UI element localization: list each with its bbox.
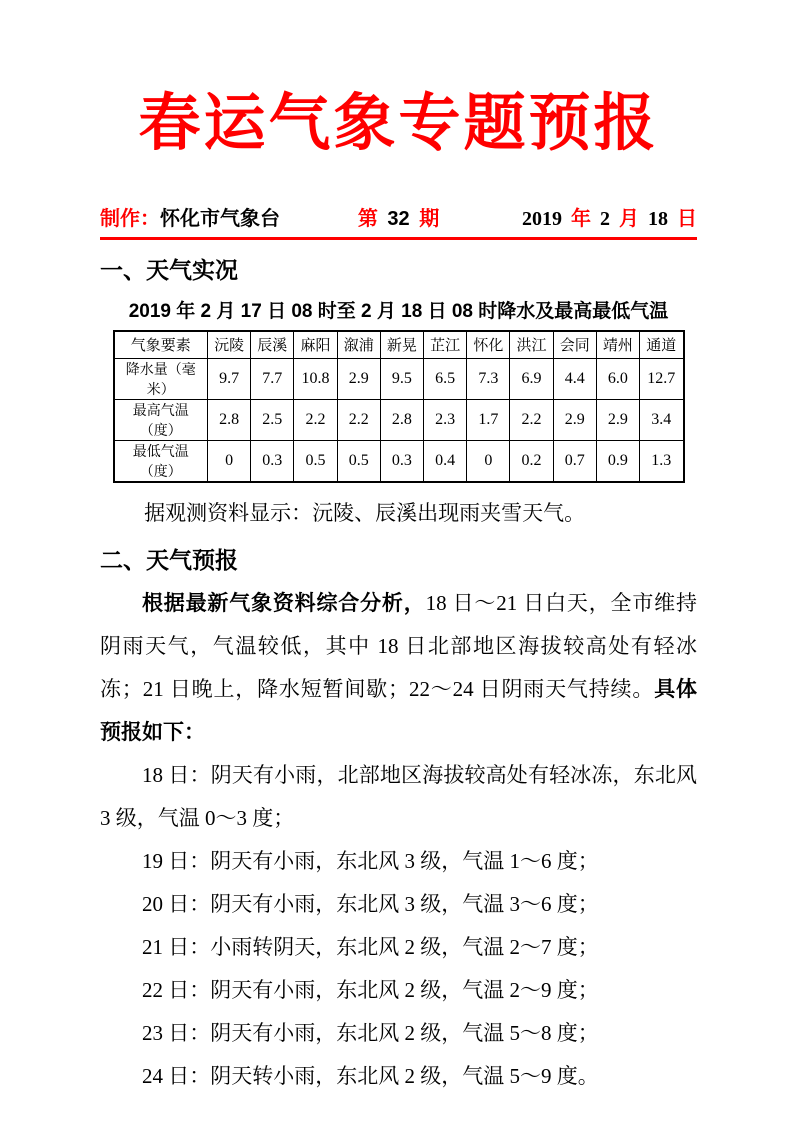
cell-value: 6.5 (424, 359, 467, 400)
cell-value: 0.3 (380, 441, 423, 483)
cell-value: 3.4 (640, 400, 684, 441)
row-label: 降水量（毫米） (114, 359, 208, 400)
observation-note: 据观测资料显示：沅陵、辰溪出现雨夹雪天气。 (144, 501, 586, 525)
column-header-element: 气象要素 (114, 331, 208, 359)
cell-value: 2.2 (337, 400, 380, 441)
red-divider-rule (100, 237, 697, 240)
date-year-label: 年 (571, 207, 591, 230)
document-title: 春运气象专题预报 (138, 90, 659, 158)
cell-value: 4.4 (553, 359, 596, 400)
cell-value: 0.7 (553, 441, 596, 483)
column-header-station: 靖州 (596, 331, 639, 359)
cell-value: 2.2 (294, 400, 337, 441)
table-row (114, 400, 684, 441)
forecast-summary-paragraph (100, 582, 697, 754)
cell-value: 0.5 (337, 441, 380, 483)
cell-value: 7.3 (467, 359, 510, 400)
forecast-line: 24 日：阴天转小雨，东北风 2 级，气温 5～9 度。 (142, 1063, 599, 1088)
producer-label: 制作： (100, 207, 160, 230)
table-row (114, 359, 684, 400)
column-header-station: 新晃 (380, 331, 423, 359)
forecast-line: 19 日：阴天有小雨，东北风 3 级，气温 1～6 度； (142, 848, 599, 873)
cell-value: 10.8 (294, 359, 337, 400)
observation-table-body (114, 359, 684, 483)
forecast-line: 22 日：阴天有小雨，东北风 2 级，气温 2～9 度； (142, 977, 599, 1002)
cell-value: 1.7 (467, 400, 510, 441)
column-header-station: 芷江 (424, 331, 467, 359)
date-day: 18 (648, 207, 668, 230)
cell-value: 9.5 (380, 359, 423, 400)
table-header-row (114, 331, 684, 359)
cell-value: 6.9 (510, 359, 553, 400)
cell-value: 0.3 (251, 441, 294, 483)
column-header-station: 溆浦 (337, 331, 380, 359)
issue-date-line (439, 202, 697, 231)
producer-name: 怀化市气象台 (160, 207, 280, 230)
cell-value: 12.7 (640, 359, 684, 400)
date-month: 2 (600, 207, 610, 230)
row-label: 最高气温（度） (114, 400, 208, 441)
cell-value: 0.9 (596, 441, 639, 483)
row-label: 最低气温（度） (114, 441, 208, 483)
cell-value: 2.5 (251, 400, 294, 441)
issue-suffix: 期 (419, 207, 440, 230)
table-row (114, 441, 684, 483)
column-header-station: 麻阳 (294, 331, 337, 359)
column-header-station: 沅陵 (208, 331, 251, 359)
cell-value: 7.7 (251, 359, 294, 400)
cell-value: 2.3 (424, 400, 467, 441)
cell-value: 2.8 (380, 400, 423, 441)
forecast-body: 18 日～21 日白天，全市维持阴雨天气，气温较低，其中 18 日北部地区海拔较高处有轻冰冻；21 日晚上，降水短暂间歇；22～24 日阴雨天气持续。 (100, 590, 697, 701)
producer-line (100, 202, 358, 231)
cell-value: 1.3 (640, 441, 684, 483)
document-meta-row (100, 202, 697, 231)
date-year: 2019 (522, 207, 562, 230)
section-heading-forecast: 二、天气预报 (100, 546, 238, 573)
column-header-station: 通道 (640, 331, 684, 359)
cell-value: 2.9 (337, 359, 380, 400)
forecast-line: 18 日：阴天有小雨，北部地区海拔较高处有轻冰冻，东北风 3 级，气温 0～3 度； (100, 762, 697, 830)
cell-value: 2.9 (596, 400, 639, 441)
issue-prefix: 第 (357, 207, 378, 230)
observation-table-head (114, 331, 684, 359)
column-header-station: 怀化 (467, 331, 510, 359)
forecast-line: 23 日：阴天有小雨，东北风 2 级，气温 5～8 度； (142, 1020, 599, 1045)
date-day-label: 日 (677, 207, 697, 230)
cell-value: 0 (467, 441, 510, 483)
daily-forecast-list (100, 754, 697, 1098)
cell-value: 2.9 (553, 400, 596, 441)
cell-value: 0 (208, 441, 251, 483)
issue-number-line (358, 202, 439, 231)
forecast-lead: 根据最新气象资料综合分析， (142, 591, 426, 615)
cell-value: 0.4 (424, 441, 467, 483)
cell-value: 2.2 (510, 400, 553, 441)
date-month-label: 月 (619, 207, 639, 230)
cell-value: 0.5 (294, 441, 337, 483)
forecast-tail: 具体预报如下： (100, 677, 697, 744)
issue-number: 32 (387, 207, 410, 230)
observation-table (113, 330, 685, 484)
column-header-station: 辰溪 (251, 331, 294, 359)
cell-value: 9.7 (208, 359, 251, 400)
cell-value: 6.0 (596, 359, 639, 400)
cell-value: 0.2 (510, 441, 553, 483)
column-header-station: 洪江 (510, 331, 553, 359)
forecast-line: 21 日：小雨转阴天，东北风 2 级，气温 2～7 度； (142, 934, 599, 959)
forecast-line: 20 日：阴天有小雨，东北风 3 级，气温 3～6 度； (142, 891, 599, 916)
column-header-station: 会同 (553, 331, 596, 359)
section-heading-observation: 一、天气实况 (100, 256, 238, 283)
cell-value: 2.8 (208, 400, 251, 441)
observation-table-title: 2019 年 2 月 17 日 08 时至 2 月 18 日 08 时降水及最高最低气温 (128, 300, 669, 322)
